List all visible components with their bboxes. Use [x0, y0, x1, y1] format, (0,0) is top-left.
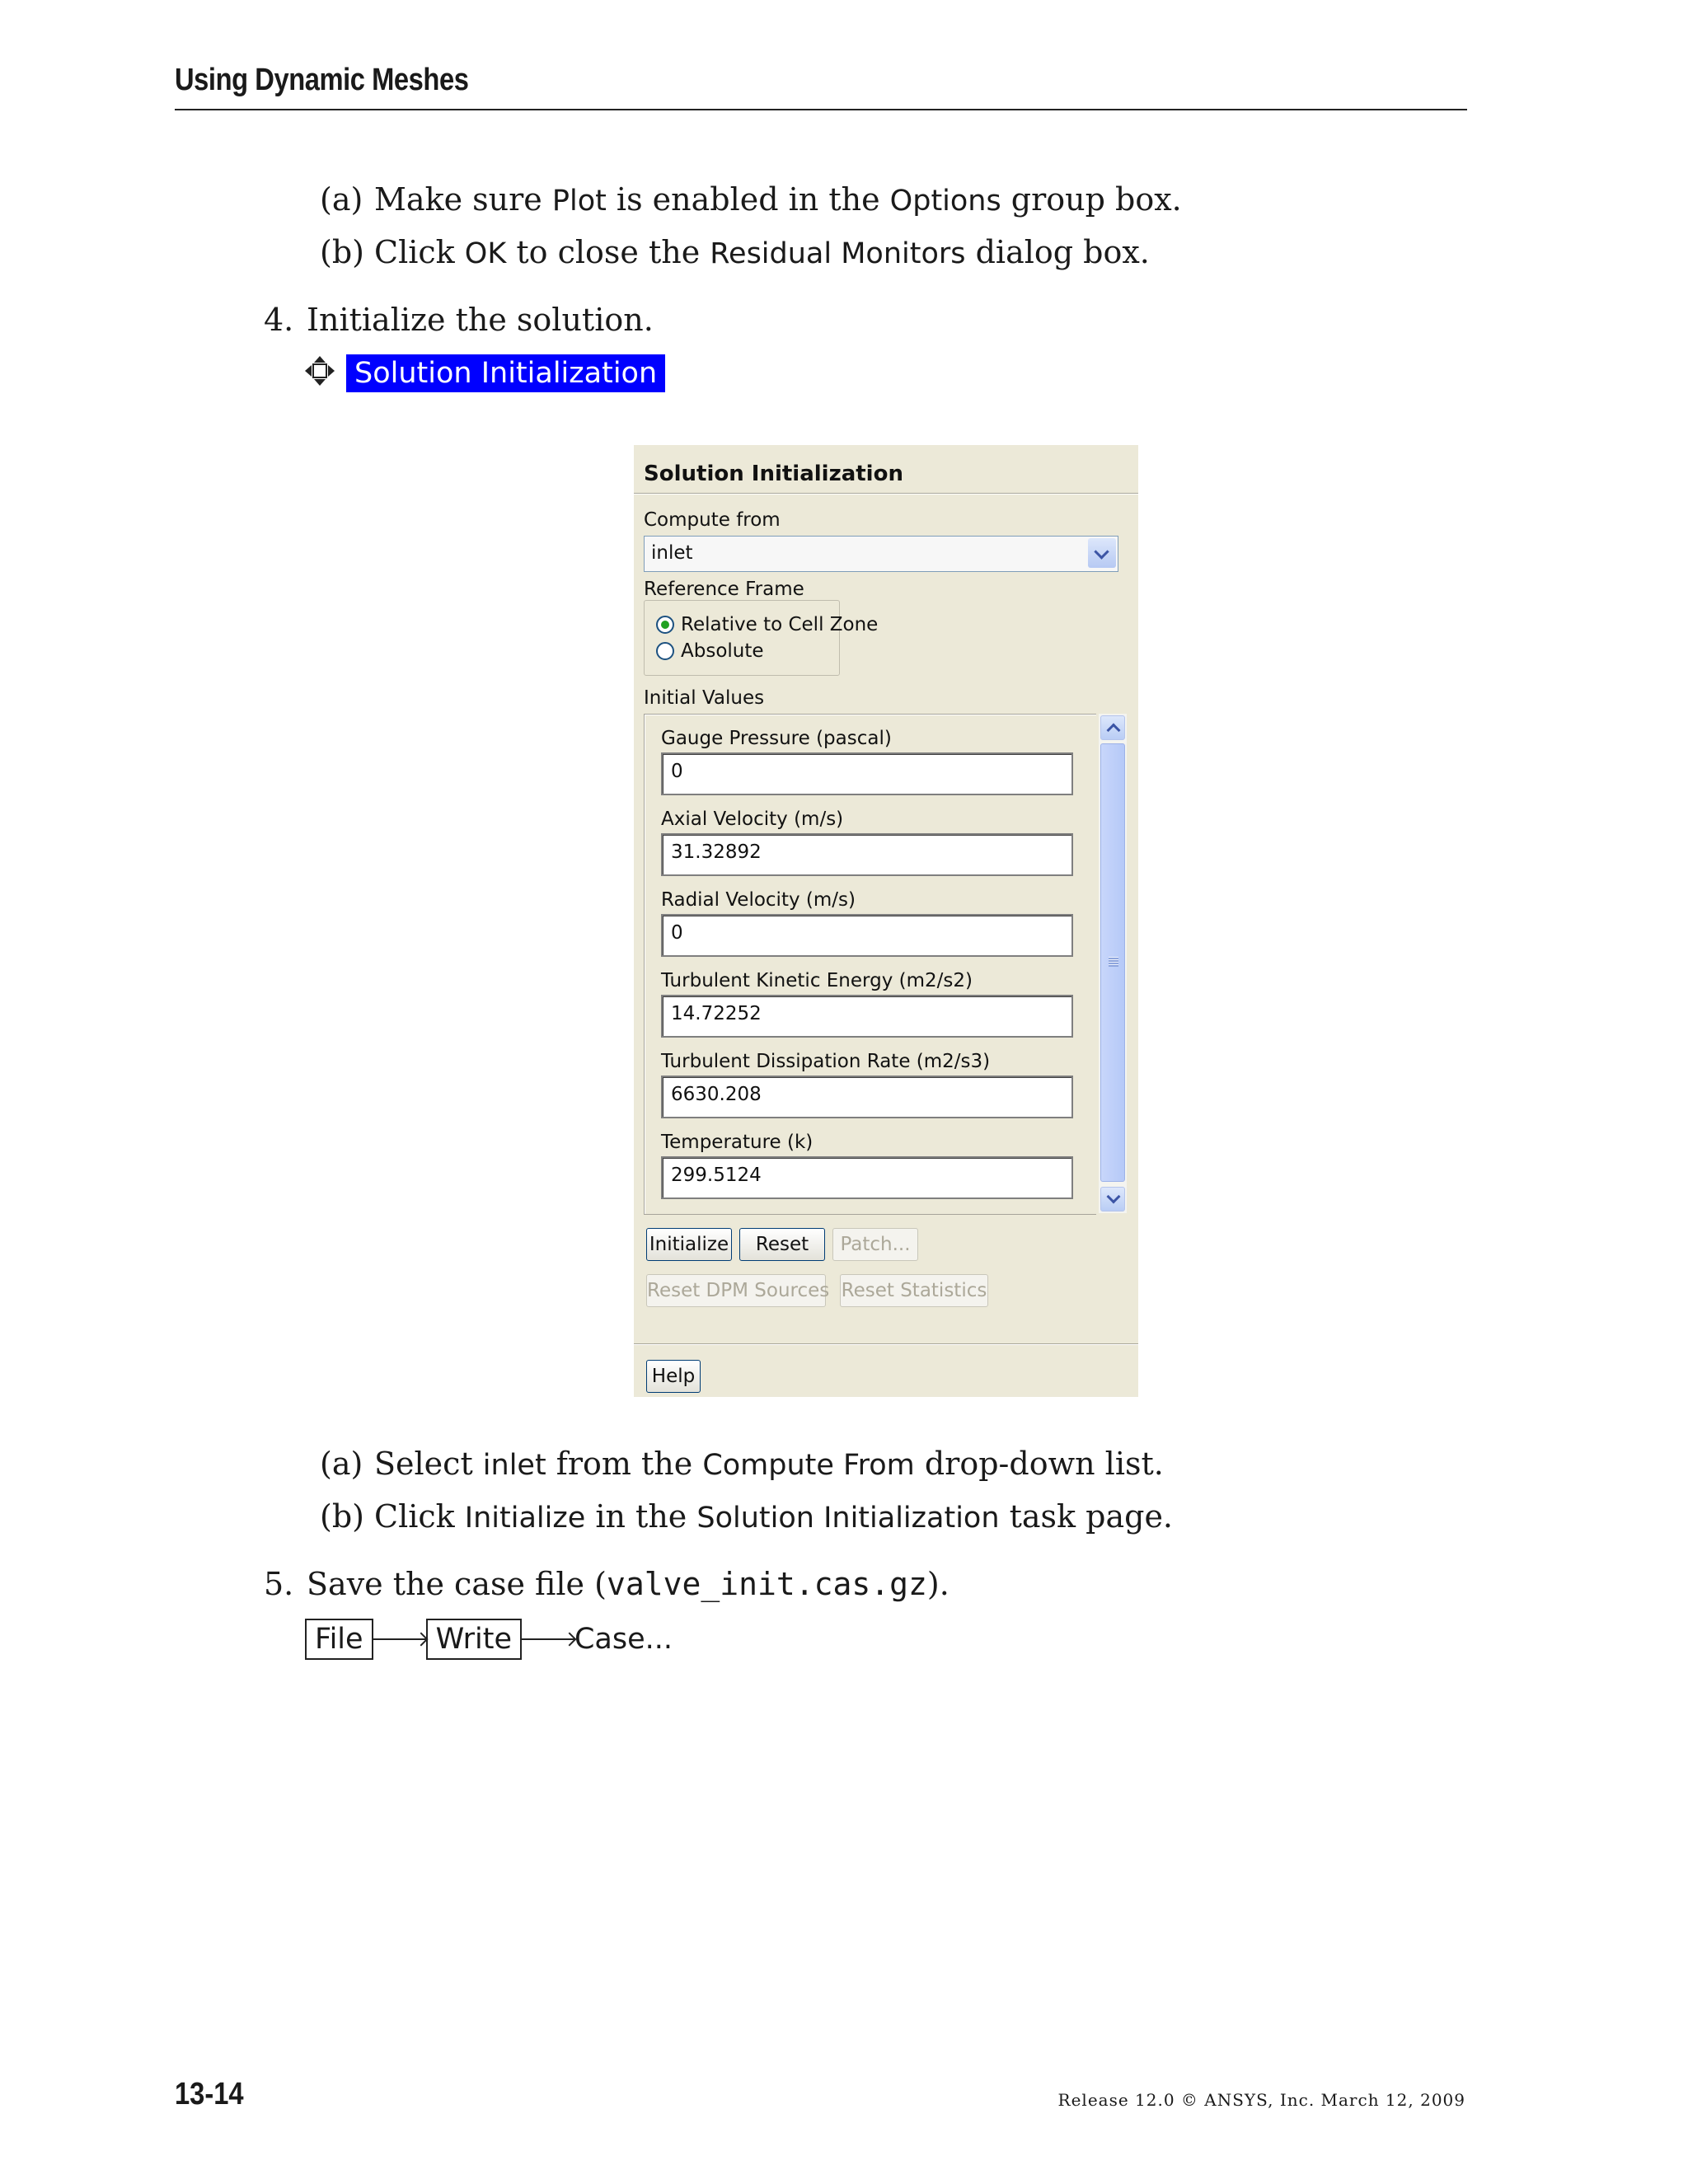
step-3a: (a) Make sure Plot is enabled in the Options group box.: [320, 181, 1182, 218]
page-header: [175, 59, 1467, 110]
nav-link-solution-initialization[interactable]: Solution Initialization: [346, 354, 665, 392]
axial-velocity-label: Axial Velocity (m/s): [661, 808, 844, 830]
reference-frame-label: Reference Frame: [644, 579, 804, 600]
values-scrollbar[interactable]: [1099, 714, 1127, 1213]
compute-from-dropdown[interactable]: [644, 536, 1118, 572]
menu-write[interactable]: Write: [426, 1619, 522, 1660]
temperature-input[interactable]: 299.5124: [661, 1156, 1073, 1199]
scroll-up-icon[interactable]: [1100, 715, 1125, 740]
chevron-down-icon[interactable]: [1088, 538, 1116, 568]
help-button[interactable]: Help: [646, 1360, 701, 1393]
radio-selected-icon[interactable]: [656, 616, 674, 634]
radio-unselected-icon[interactable]: [656, 642, 674, 660]
divider: [634, 493, 1138, 494]
step-5: 5. Save the case file (valve_init.cas.gz).: [264, 1566, 950, 1602]
turbulent-dissipation-rate-label: Turbulent Dissipation Rate (m2/s3): [661, 1051, 991, 1072]
reset-statistics-button[interactable]: Reset Statistics: [840, 1274, 988, 1307]
initial-values-panel: [644, 714, 1096, 1215]
gauge-pressure-label: Gauge Pressure (pascal): [661, 728, 892, 749]
divider: [634, 1343, 1138, 1345]
arrow-right-icon: [522, 1638, 574, 1640]
menu-path: [305, 1619, 673, 1660]
compute-from-label: Compute from: [644, 509, 781, 531]
turbulent-dissipation-rate-input[interactable]: 6630.208: [661, 1076, 1073, 1118]
page-title: Using Dynamic Meshes: [175, 63, 469, 97]
menu-file[interactable]: File: [305, 1619, 373, 1660]
step-4: 4. Initialize the solution.: [264, 302, 654, 338]
patch-button[interactable]: Patch...: [832, 1228, 918, 1261]
scrollbar-thumb[interactable]: [1100, 743, 1125, 1182]
temperature-label: Temperature (k): [661, 1132, 814, 1153]
page-number: 13-14: [175, 2077, 244, 2111]
arrow-right-icon: [373, 1638, 426, 1640]
menu-case[interactable]: Case...: [574, 1623, 673, 1656]
reset-button[interactable]: Reset: [739, 1228, 825, 1261]
grip-icon: [1109, 957, 1118, 967]
turbulent-kinetic-energy-input[interactable]: 14.72252: [661, 995, 1073, 1038]
step-3b: (b) Click OK to close the Residual Monitors dialog box.: [320, 234, 1150, 270]
initialize-button[interactable]: Initialize: [646, 1228, 732, 1261]
radial-velocity-input[interactable]: 0: [661, 914, 1073, 957]
reference-frame-group: Relative to Cell Zone Absolute: [644, 600, 840, 676]
compute-from-value: inlet: [651, 542, 693, 564]
gauge-pressure-input[interactable]: 0: [661, 752, 1073, 795]
panel-title: Solution Initialization: [644, 462, 903, 486]
step-4a: (a) Select inlet from the Compute From drop-down list.: [320, 1446, 1164, 1482]
release-note: Release 12.0 © ANSYS, Inc. March 12, 2009: [1057, 2090, 1465, 2110]
reset-dpm-sources-button[interactable]: Reset DPM Sources: [646, 1274, 826, 1307]
initial-values-label: Initial Values: [644, 687, 765, 709]
move-icon: [303, 354, 336, 387]
turbulent-kinetic-energy-label: Turbulent Kinetic Energy (m2/s2): [661, 970, 973, 991]
axial-velocity-input[interactable]: 31.32892: [661, 833, 1073, 876]
radial-velocity-label: Radial Velocity (m/s): [661, 889, 856, 911]
scroll-down-icon[interactable]: [1100, 1187, 1125, 1212]
step-4b: (b) Click Initialize in the Solution Initialization task page.: [320, 1498, 1174, 1535]
solution-initialization-panel: [634, 445, 1138, 1397]
